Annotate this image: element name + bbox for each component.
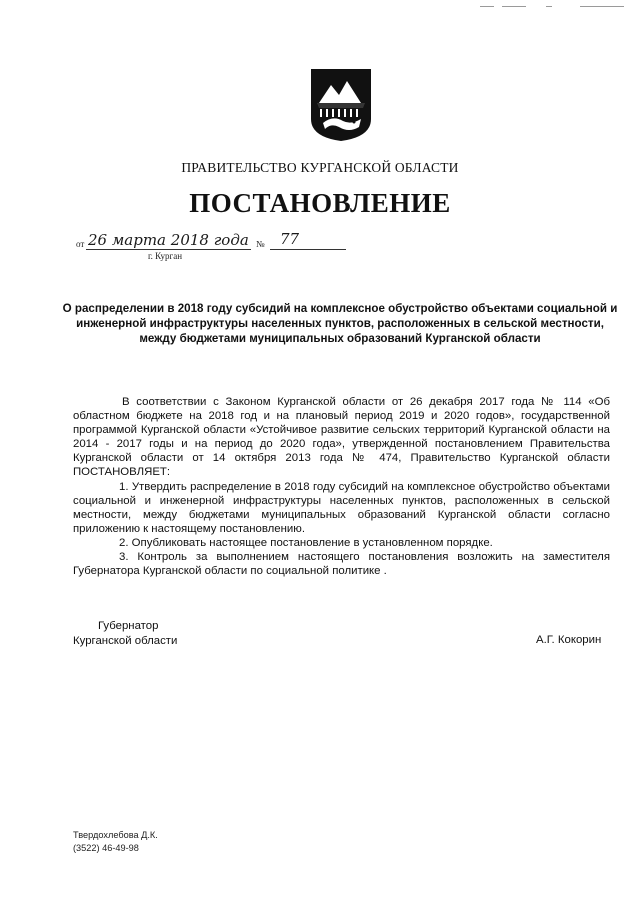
- handwritten-number: 77: [280, 230, 300, 248]
- signatory-title-line2: Курганской области: [73, 635, 178, 647]
- city-label: г. Курган: [148, 251, 183, 261]
- date-underline: [86, 249, 251, 250]
- document-body: [73, 395, 610, 578]
- signatory-title: [73, 619, 177, 649]
- signatory-name: А.Г. Кокорин: [536, 634, 602, 646]
- signatory-title-line1: Губернатор: [98, 620, 159, 632]
- document-type-heading: ПОСТАНОВЛЕНИЕ: [189, 188, 451, 218]
- executor-phone: (3522) 46-49-98: [73, 842, 139, 853]
- date-prefix: от: [76, 239, 85, 249]
- executor-name: Твердохлебова Д.К.: [73, 830, 158, 840]
- body-item-3: 3. Контроль за выполнением настоящего постановления возложить на заместителя Губернатора Курганской области по социальной политике .: [73, 551, 610, 578]
- date-number-line: [76, 231, 366, 267]
- handwritten-date: 26 марта 2018 года: [88, 231, 249, 249]
- number-underline: [270, 249, 346, 250]
- document-subject: О распределении в 2018 году субсидий на комплексное обустройство объектами социальной и инженерной инфраструктуры населенных пунктов, расположенных в сельской местности, между бюджетами муниципальных образований Курганской области: [62, 302, 618, 345]
- preamble-paragraph: В соответствии с Законом Курганской области от 26 декабря 2017 года № 114 «Об областном бюджете на 2018 год и на плановый период 2019 и 2020 годов», государственной программой Курганской области «Устойчивое развитие сельских территорий Курганской области на 2014 - 2017 годы и на период до 2020 года», утвержденной постановлением Правительства Курганской области от 14 октября 2013 года № 474, Правительство Курганской области ПОСТАНОВЛЯЕТ:: [73, 396, 610, 479]
- number-prefix: №: [256, 239, 265, 249]
- executor-block: [73, 829, 158, 854]
- body-item-2: 2. Опубликовать настоящее постановление в установленном порядке.: [119, 536, 493, 549]
- government-title: ПРАВИТЕЛЬСТВО КУРГАНСКОЙ ОБЛАСТИ: [181, 160, 459, 175]
- scan-marks: [480, 6, 630, 10]
- coat-of-arms-emblem: [309, 67, 373, 143]
- body-item-1: 1. Утвердить распределение в 2018 году субсидий на комплексное обустройство объектами социальной и инженерной инфраструктуры населенных пунктов, расположенных в сельской местности, между бюджетами муниципальных образований Курганской области согласно приложению к настоящему постановлению.: [73, 480, 610, 535]
